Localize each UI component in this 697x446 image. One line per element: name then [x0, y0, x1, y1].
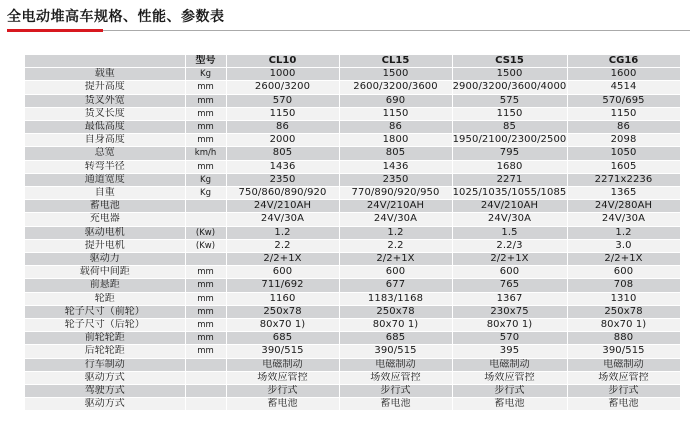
spec-value-cell: 电磁制动	[226, 358, 339, 371]
spec-value-cell: 蓄电池	[226, 398, 339, 411]
table-row	[25, 371, 680, 384]
spec-unit-cell: mm	[185, 332, 226, 345]
spec-value-cell: 86	[226, 121, 339, 134]
spec-value-cell: 2/2+1X	[452, 253, 567, 266]
spec-value-cell: 708	[567, 279, 680, 292]
spec-unit-cell: (Kw)	[185, 239, 226, 252]
spec-unit-cell: km/h	[185, 147, 226, 160]
table-row	[25, 358, 680, 371]
spec-value-cell: 80x70 1)	[226, 319, 339, 332]
spec-value-cell: 570	[452, 332, 567, 345]
spec-value-cell: 2271	[452, 173, 567, 186]
spec-name-cell: 驱动方式	[25, 371, 185, 384]
spec-value-cell: 805	[339, 147, 452, 160]
spec-value-cell: 80x70 1)	[339, 319, 452, 332]
spec-value-cell: 24V/280AH	[567, 200, 680, 213]
spec-value-cell: 1.5	[452, 226, 567, 239]
table-header-row	[25, 55, 680, 68]
model-label: 型号	[185, 55, 226, 68]
spec-value-cell: 24V/210AH	[226, 200, 339, 213]
spec-name-cell: 提升高度	[25, 81, 185, 94]
spec-value-cell: 600	[567, 266, 680, 279]
spec-value-cell: 250x78	[567, 305, 680, 318]
spec-value-cell: 1.2	[567, 226, 680, 239]
spec-value-cell: 80x70 1)	[567, 319, 680, 332]
spec-unit-cell	[185, 358, 226, 371]
spec-value-cell: 575	[452, 94, 567, 107]
spec-value-cell: 电磁制动	[567, 358, 680, 371]
spec-value-cell: 677	[339, 279, 452, 292]
spec-value-cell: 2600/3200/3600	[339, 81, 452, 94]
spec-value-cell: 600	[226, 266, 339, 279]
spec-name-cell: 总宽	[25, 147, 185, 160]
spec-value-cell: 600	[452, 266, 567, 279]
spec-unit-cell: mm	[185, 292, 226, 305]
page-title: 全电动堆高车规格、性能、参数表	[7, 9, 225, 25]
spec-value-cell: 85	[452, 121, 567, 134]
spec-value-cell: 765	[452, 279, 567, 292]
spec-value-cell: 步行式	[226, 385, 339, 398]
spec-unit-cell: mm	[185, 81, 226, 94]
spec-value-cell: 1605	[567, 160, 680, 173]
spec-name-cell: 自身高度	[25, 134, 185, 147]
spec-value-cell: 390/515	[226, 345, 339, 358]
spec-value-cell: 1160	[226, 292, 339, 305]
table-row	[25, 266, 680, 279]
spec-value-cell: 24V/30A	[226, 213, 339, 226]
spec-value-cell: 250x78	[339, 305, 452, 318]
spec-value-cell: 1500	[452, 68, 567, 81]
table-row	[25, 200, 680, 213]
model-header: CG16	[567, 55, 680, 68]
table-row	[25, 279, 680, 292]
table-row	[25, 398, 680, 411]
spec-value-cell: 805	[226, 147, 339, 160]
spec-name-cell: 驾驶方式	[25, 385, 185, 398]
spec-value-cell: 1025/1035/1055/1085	[452, 187, 567, 199]
table-row	[25, 319, 680, 332]
spec-value-cell: 步行式	[567, 385, 680, 398]
spec-value-cell: 1.2	[226, 226, 339, 239]
table-row	[25, 121, 680, 134]
spec-name-cell: 转弯半径	[25, 160, 185, 173]
spec-name-cell: 驱动电机	[25, 226, 185, 239]
spec-value-cell: 685	[226, 332, 339, 345]
spec-name-cell: 货叉外宽	[25, 94, 185, 107]
table-row	[25, 107, 680, 120]
spec-value-cell: 390/515	[567, 345, 680, 358]
spec-value-cell: 2000	[226, 134, 339, 147]
spec-value-cell: 2900/3200/3600/4000	[452, 81, 567, 93]
spec-value-cell: 570/695	[567, 94, 680, 107]
spec-value-cell: 2/2+1X	[567, 253, 680, 266]
spec-value-cell: 蓄电池	[452, 398, 567, 411]
spec-value-cell: 24V/30A	[452, 213, 567, 226]
spec-value-cell: 场效应管控	[567, 371, 680, 384]
spec-value-cell: 电磁制动	[339, 358, 452, 371]
table-row	[25, 173, 680, 186]
spec-name-cell: 提升电机	[25, 239, 185, 252]
spec-value-cell: 2350	[226, 173, 339, 186]
table-row	[25, 226, 680, 239]
spec-value-cell: 600	[339, 266, 452, 279]
spec-value-cell: 步行式	[452, 385, 567, 398]
table-row	[25, 68, 680, 81]
spec-value-cell: 24V/210AH	[452, 200, 567, 213]
spec-value-cell: 1367	[452, 292, 567, 305]
spec-name-cell: 货叉长度	[25, 107, 185, 120]
spec-unit-cell	[185, 200, 226, 213]
spec-value-cell: 250x78	[226, 305, 339, 318]
spec-name-cell: 轮距	[25, 292, 185, 305]
spec-unit-cell: mm	[185, 345, 226, 358]
spec-value-cell: 711/692	[226, 279, 339, 292]
table-row	[25, 81, 680, 94]
spec-value-cell: 场效应管控	[339, 371, 452, 384]
spec-value-cell: 1310	[567, 292, 680, 305]
spec-value-cell: 1183/1168	[339, 292, 452, 305]
spec-value-cell: 1000	[226, 68, 339, 81]
table-row	[25, 147, 680, 160]
spec-name-cell: 驱动力	[25, 253, 185, 266]
spec-value-cell: 770/890/920/950	[339, 187, 452, 200]
spec-unit-cell: Kg	[185, 187, 226, 200]
spec-value-cell: 230x75	[452, 305, 567, 318]
spec-value-cell: 2271x2236	[567, 173, 680, 186]
spec-value-cell: 电磁制动	[452, 358, 567, 371]
spec-value-cell: 1.2	[339, 226, 452, 239]
spec-name-cell: 载重	[25, 68, 185, 81]
spec-name-cell: 载荷中间距	[25, 266, 185, 279]
spec-value-cell: 80x70 1)	[452, 319, 567, 332]
spec-value-cell: 880	[567, 332, 680, 345]
spec-unit-cell	[185, 371, 226, 384]
spec-unit-cell	[185, 385, 226, 398]
table-row	[25, 134, 680, 147]
spec-value-cell: 1500	[339, 68, 452, 81]
spec-value-cell: 2600/3200	[226, 81, 339, 94]
spec-value-cell: 86	[567, 121, 680, 134]
spec-unit-cell: mm	[185, 279, 226, 292]
spec-value-cell: 685	[339, 332, 452, 345]
spec-unit-cell: mm	[185, 134, 226, 147]
table-row	[25, 213, 680, 226]
spec-name-cell: 自重	[25, 187, 185, 200]
spec-value-cell: 蓄电池	[567, 398, 680, 411]
table-row	[25, 332, 680, 345]
spec-value-cell: 2.2	[226, 239, 339, 252]
model-header: CL10	[226, 55, 339, 68]
header-blank-cell	[25, 55, 185, 68]
spec-value-cell: 4514	[567, 81, 680, 94]
spec-table	[25, 55, 681, 411]
spec-unit-cell: mm	[185, 121, 226, 134]
spec-value-cell: 场效应管控	[452, 371, 567, 384]
title-divider	[7, 30, 690, 31]
spec-value-cell: 步行式	[339, 385, 452, 398]
spec-unit-cell: (Kw)	[185, 226, 226, 239]
table-row	[25, 253, 680, 266]
spec-value-cell: 390/515	[339, 345, 452, 358]
spec-name-cell: 通道宽度	[25, 173, 185, 186]
spec-unit-cell: mm	[185, 319, 226, 332]
spec-unit-cell	[185, 398, 226, 411]
spec-value-cell: 1436	[339, 160, 452, 173]
title-accent-bar	[7, 29, 103, 32]
table-row	[25, 345, 680, 358]
spec-value-cell: 1150	[339, 107, 452, 120]
spec-value-cell: 86	[339, 121, 452, 134]
spec-name-cell: 轮子尺寸（前轮）	[25, 305, 185, 318]
spec-value-cell: 场效应管控	[226, 371, 339, 384]
spec-value-cell: 750/860/890/920	[226, 187, 339, 200]
spec-value-cell: 1365	[567, 187, 680, 200]
spec-value-cell: 795	[452, 147, 567, 160]
spec-value-cell: 24V/30A	[567, 213, 680, 226]
spec-value-cell: 2.2	[339, 239, 452, 252]
spec-name-cell: 行车制动	[25, 358, 185, 371]
spec-name-cell: 充电器	[25, 213, 185, 226]
spec-name-cell: 轮子尺寸（后轮）	[25, 319, 185, 332]
spec-value-cell: 2/2+1X	[339, 253, 452, 266]
spec-value-cell: 1600	[567, 68, 680, 81]
spec-value-cell: 395	[452, 345, 567, 358]
table-row	[25, 187, 680, 200]
spec-name-cell: 后轮轮距	[25, 345, 185, 358]
spec-value-cell: 570	[226, 94, 339, 107]
table-row	[25, 94, 680, 107]
spec-value-cell: 1680	[452, 160, 567, 173]
spec-value-cell: 1150	[452, 107, 567, 120]
spec-name-cell: 驱动方式	[25, 398, 185, 411]
spec-name-cell: 前轮轮距	[25, 332, 185, 345]
spec-value-cell: 24V/210AH	[339, 200, 452, 213]
spec-unit-cell	[185, 253, 226, 266]
table-row	[25, 385, 680, 398]
table-row	[25, 239, 680, 252]
spec-name-cell: 蓄电池	[25, 200, 185, 213]
spec-value-cell: 2350	[339, 173, 452, 186]
spec-value-cell: 690	[339, 94, 452, 107]
spec-value-cell: 1150	[567, 107, 680, 120]
spec-unit-cell: mm	[185, 94, 226, 107]
spec-name-cell: 最低高度	[25, 121, 185, 134]
table-row	[25, 305, 680, 318]
spec-unit-cell: mm	[185, 266, 226, 279]
spec-value-cell: 3.0	[567, 239, 680, 252]
spec-value-cell: 1436	[226, 160, 339, 173]
spec-value-cell: 24V/30A	[339, 213, 452, 226]
spec-unit-cell: Kg	[185, 173, 226, 186]
spec-value-cell: 2098	[567, 134, 680, 147]
model-header: CS15	[452, 55, 567, 68]
spec-unit-cell	[185, 213, 226, 226]
spec-value-cell: 1050	[567, 147, 680, 160]
spec-value-cell: 1150	[226, 107, 339, 120]
table-row	[25, 292, 680, 305]
spec-value-cell: 1800	[339, 134, 452, 147]
spec-unit-cell: mm	[185, 305, 226, 318]
model-header: CL15	[339, 55, 452, 68]
spec-unit-cell: Kg	[185, 68, 226, 81]
spec-value-cell: 蓄电池	[339, 398, 452, 411]
spec-value-cell: 1950/2100/2300/2500	[452, 134, 567, 146]
spec-unit-cell: mm	[185, 107, 226, 120]
table-row	[25, 160, 680, 173]
spec-value-cell: 2.2/3	[452, 239, 567, 252]
spec-name-cell: 前悬距	[25, 279, 185, 292]
spec-unit-cell: mm	[185, 160, 226, 173]
spec-value-cell: 2/2+1X	[226, 253, 339, 266]
